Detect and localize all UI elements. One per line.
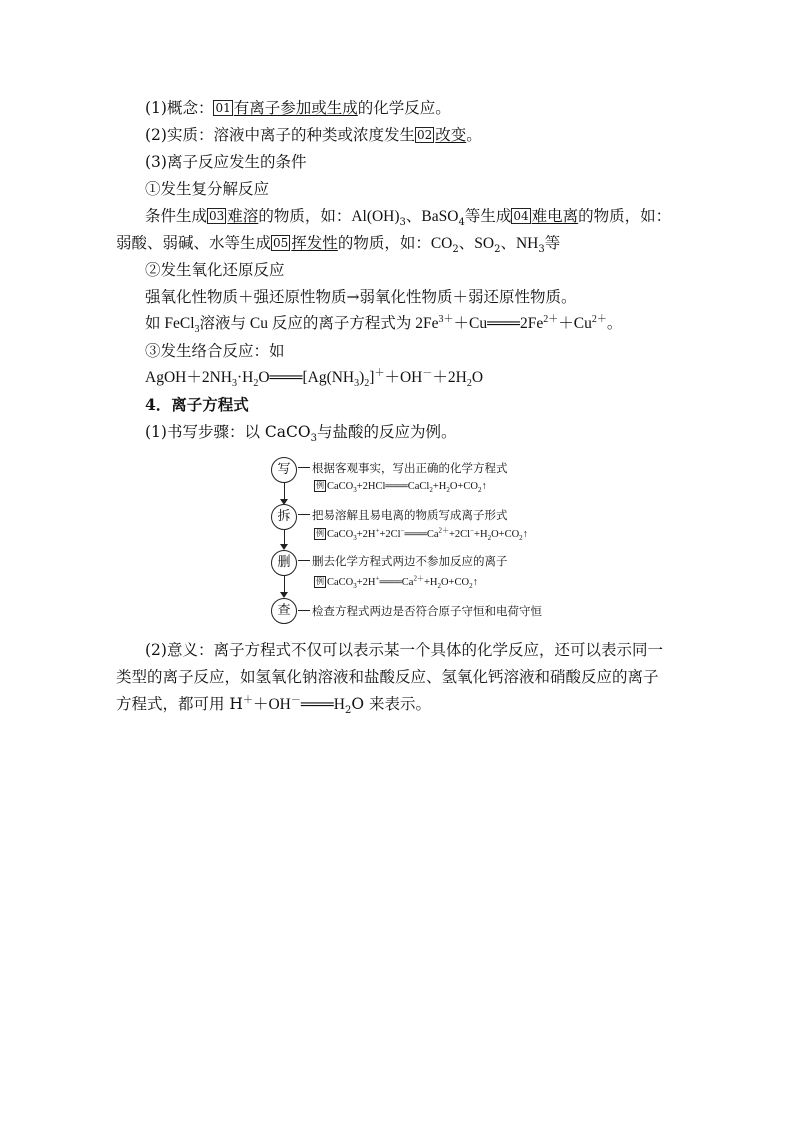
condition-1-line-2: 弱酸、弱碱、水等生成 05 挥发性的物质，如：$CO_2$、$SO_2$、$NH_3$等 <box>116 234 561 256</box>
step-1-description: 根据客观事实，写出正确的化学方程式 <box>298 461 508 475</box>
answer-term: 改变 <box>435 126 467 144</box>
meaning-line-3: 方程式，都可用 $H^++OH^-═══H_2O$ 来表示。 <box>116 694 431 717</box>
condition-3-equation: $AgOH+2NH_3\cdot H_2O═══[Ag(NH_3)_2]^++OH^-+2H_2O$ <box>145 367 484 390</box>
answer-term: 难电离 <box>531 207 579 225</box>
conditions-heading: (3)离子反应发生的条件 <box>145 153 307 171</box>
blank-number-box: 03 <box>209 209 225 223</box>
step-3-description: 删去化学方程式两边不参加反应的离子 <box>298 554 508 568</box>
step-2-description: 把易溶解且易电离的物质写成离子形式 <box>298 508 508 522</box>
answer-term: 难溶 <box>227 207 259 225</box>
step-2-example: 例 $CaCO_3+2H^++2Cl^-═══Ca^{2+}+2Cl^-+H_2O+CO_2↑$ <box>316 526 528 543</box>
blank-number-box: 05 <box>273 236 289 250</box>
answer-term: 挥发性 <box>291 234 338 252</box>
meaning-line-1: (2)意义：离子方程式不仅可以表示某一个具体的化学反应，还可以表示同一 <box>145 641 663 659</box>
blank-number-box: 02 <box>416 128 433 142</box>
section-4-heading: 4．离子方程式 <box>145 395 249 414</box>
answer-term: 有离子参加或生成 <box>233 99 358 117</box>
steps-intro: (1)书写步骤：以 CaCO$_3$与盐酸的反应为例。 <box>145 423 457 445</box>
condition-1-title: ①发生复分解反应 <box>145 180 270 198</box>
step-4-description: 检查方程式两边是否符合原子守恒和电荷守恒 <box>298 604 542 618</box>
blank-number-box: 01 <box>215 101 231 115</box>
writing-steps-diagram <box>268 455 558 625</box>
step-1-example: 例 $CaCO_3+2HCl═══CaCl_2+H_2O+CO_2↑$ <box>316 481 487 495</box>
condition-3-title: ③发生络合反应：如 <box>145 342 285 360</box>
condition-1-line-1: 条件生成 03 难溶的物质，如：$Al(OH)_3$、BaSO$_4$等生成 04 难电离的物质，如： <box>145 207 672 229</box>
blank-number-box: 04 <box>513 209 529 223</box>
step-circle-write: 写 <box>271 457 297 483</box>
step-circle-check: 查 <box>271 598 297 624</box>
condition-2-title: ②发生氧化还原反应 <box>145 261 285 279</box>
essence-line: (2)实质：溶液中离子的种类或浓度发生 02 改变。 <box>145 126 482 144</box>
condition-2-line-1: 强氧化性物质＋强还原性物质→弱氧化性物质＋弱还原性物质。 <box>145 288 577 306</box>
condition-2-line-2: 如 FeCl$_3$溶液与 Cu 反应的离子方程式为 $2Fe^{3+}+Cu═══2Fe^{2+}+Cu^{2+}$。 <box>145 313 623 336</box>
meaning-line-2: 类型的离子反应，如氢氧化钠溶液和盐酸反应、氢氧化钙溶液和硝酸反应的离子 <box>116 668 659 686</box>
step-circle-split: 拆 <box>271 504 297 530</box>
concept-line: (1)概念： 01 有离子参加或生成的化学反应。 <box>145 99 451 117</box>
step-3-example: 例 $CaCO_3+2H^+═══Ca^{2+}+H_2O+CO_2↑$ <box>316 574 478 591</box>
step-circle-delete: 删 <box>271 550 297 576</box>
